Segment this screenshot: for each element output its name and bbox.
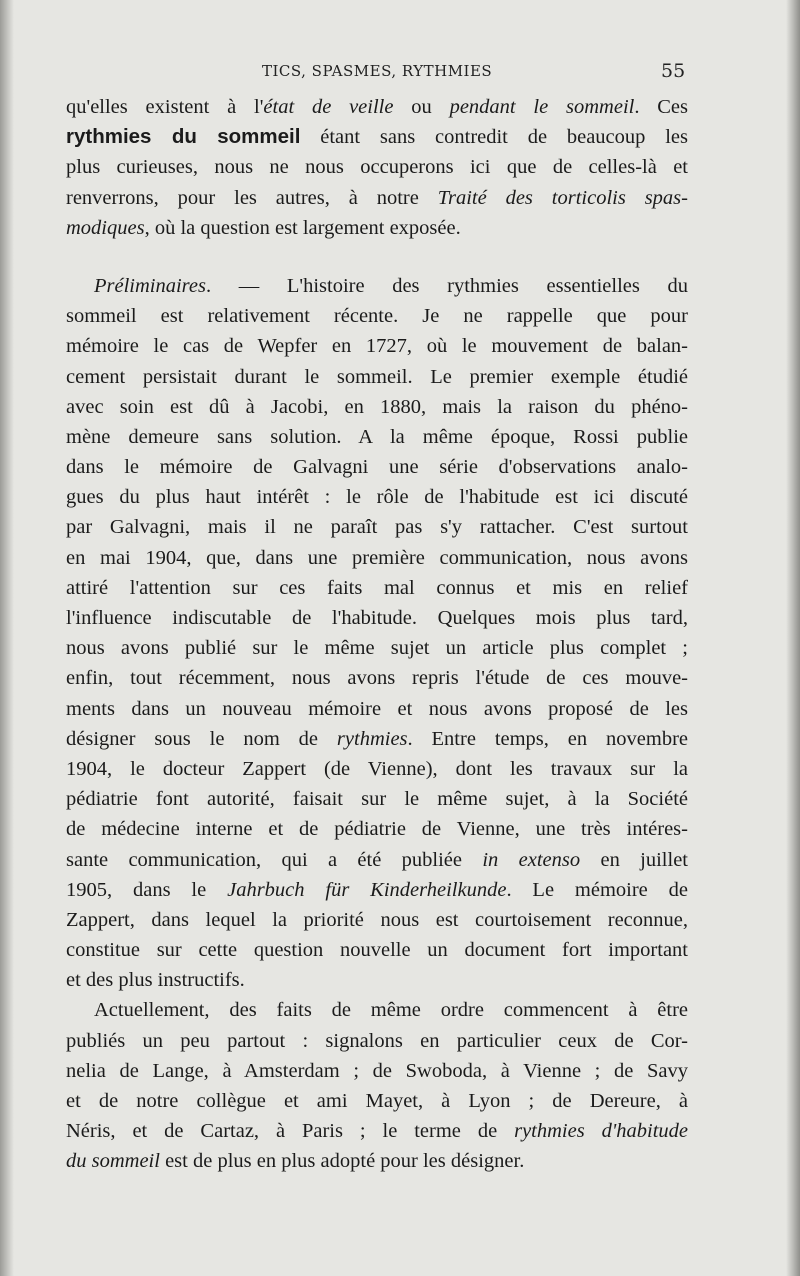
text-line	[66, 392, 688, 422]
text-line	[66, 213, 688, 243]
page-gutter-shadow	[0, 0, 14, 1276]
text-line	[66, 452, 688, 482]
text-run: sante communication, qui a été publiée	[66, 848, 483, 871]
text-run: 1905, dans le	[66, 878, 228, 901]
text-run: est de plus en plus adopté pour les désigner.	[159, 1150, 525, 1173]
text-line	[66, 92, 688, 122]
text-line	[66, 1056, 688, 1086]
paragraph-3	[66, 995, 688, 1176]
text-run: de médecine interne et de pédiatrie de Vienne, une très intéres-	[66, 818, 688, 841]
text-line	[66, 301, 688, 331]
text-line	[66, 724, 688, 754]
italic-text: rythmies d'habitude	[514, 1120, 688, 1143]
text-line	[66, 995, 688, 1025]
text-line	[66, 754, 688, 784]
text-line	[66, 603, 688, 633]
running-head: TICS, SPASMES, RYTHMIES	[262, 62, 493, 80]
text-line	[66, 543, 688, 573]
text-run: . Entre temps, en novembre	[407, 727, 688, 750]
text-run: désigner sous le nom de	[66, 727, 337, 750]
text-line	[66, 573, 688, 603]
page-number: 55	[661, 60, 686, 82]
italic-text: Traité des torticolis spas-	[437, 186, 688, 209]
text-line	[66, 845, 688, 875]
text-run: en mai 1904, que, dans une première communication, nous avons	[66, 546, 688, 569]
text-run: enfin, tout récemment, nous avons repris l'étude de ces mouve-	[66, 667, 688, 690]
text-run: Néris, et de Cartaz, à Paris ; le terme de	[66, 1120, 515, 1143]
paragraph-2	[66, 271, 688, 996]
text-run: mémoire le cas de Wepfer en 1727, où le mouvement de balan-	[66, 335, 688, 358]
paragraph-gap	[66, 243, 688, 271]
paragraph-1	[66, 92, 688, 243]
italic-text: pendant le sommeil	[449, 96, 635, 118]
text-line	[66, 512, 688, 542]
text-run: dans le mémoire de Galvagni une série d'observations analo-	[66, 456, 688, 479]
bold-text: rythmies du sommeil	[66, 125, 301, 149]
text-line	[66, 663, 688, 693]
italic-text: état de veille	[263, 96, 394, 118]
text-run: par Galvagni, mais il ne paraît pas s'y rattacher. C'est surtout	[66, 516, 688, 539]
text-line	[66, 784, 688, 814]
text-line	[66, 152, 688, 182]
text-run: Actuellement, des faits de même ordre commencent à être	[94, 999, 688, 1022]
text-run: qu'elles existent à l'	[66, 96, 264, 118]
text-line	[66, 1026, 688, 1056]
text-line	[66, 122, 688, 152]
text-run: renverrons, pour les autres, à notre	[66, 186, 438, 209]
text-run: nelia de Lange, à Amsterdam ; de Swoboda, à Vienne ; de Savy	[66, 1059, 688, 1082]
text-run: ou	[393, 96, 450, 118]
text-run: constitue sur cette question nouvelle un document fort important	[66, 939, 688, 962]
text-run: . Ces	[634, 96, 689, 118]
text-run: gues du plus haut intérêt : le rôle de l'habitude est ici discuté	[66, 486, 688, 509]
italic-text: Préliminaires	[94, 274, 206, 297]
text-line	[66, 482, 688, 512]
text-run: mène demeure sans solution. A la même époque, Rossi publie	[66, 425, 688, 448]
text-line	[66, 1146, 688, 1176]
text-line	[66, 965, 688, 995]
text-line	[66, 362, 688, 392]
text-run: , où la question est largement exposée.	[144, 216, 461, 239]
text-line	[66, 875, 688, 905]
text-run: . — L'histoire des rythmies essentielles du	[205, 274, 688, 297]
italic-text: modiques	[66, 216, 145, 239]
italic-text: rythmies	[336, 727, 408, 750]
text-run: et de notre collègue et ami Mayet, à Lyon ; de Dereure, à	[66, 1090, 688, 1112]
text-run: étant sans contredit de beaucoup les	[300, 126, 688, 149]
text-line	[66, 633, 688, 663]
text-line	[66, 331, 688, 361]
text-line	[66, 694, 688, 724]
text-run: ments dans un nouveau mémoire et nous avons proposé de les	[66, 697, 688, 720]
text-run: plus curieuses, nous ne nous occuperons ici que de celles-là et	[66, 156, 688, 179]
text-run: pédiatrie font autorité, faisait sur le même sujet, à la Société	[66, 788, 688, 811]
text-line	[66, 1086, 688, 1116]
text-line	[66, 422, 688, 452]
text-run: avec soin est dû à Jacobi, en 1880, mais la raison du phéno-	[66, 395, 688, 418]
text-run: publiés un peu partout : signalons en particulier ceux de Cor-	[66, 1029, 688, 1052]
text-run: attiré l'attention sur ces faits mal connus et mis en relief	[66, 576, 688, 599]
text-run: et des plus instructifs.	[66, 969, 245, 992]
italic-text: Jahrbuch für Kinderheilkunde	[227, 878, 507, 901]
italic-text: in extenso	[482, 848, 581, 871]
text-run: cement persistait durant le sommeil. Le premier exemple étudié	[66, 365, 688, 388]
text-line	[66, 271, 688, 301]
text-run: l'influence indiscutable de l'habitude. Quelques mois plus tard,	[66, 607, 688, 629]
italic-text: du sommeil	[66, 1150, 160, 1173]
text-run: Zappert, dans lequel la priorité nous est courtoisement reconnue,	[66, 908, 688, 931]
text-run: sommeil est relativement récente. Je ne rappelle que pour	[66, 305, 688, 328]
text-run: nous avons publié sur le même sujet un article plus complet ;	[66, 637, 688, 660]
text-line	[66, 905, 688, 935]
text-line	[66, 935, 688, 965]
text-line	[66, 814, 688, 844]
text-run: . Le mémoire de	[506, 878, 688, 901]
text-run: 1904, le docteur Zappert (de Vienne), dont les travaux sur la	[66, 757, 688, 780]
body-text	[66, 92, 688, 1177]
text-run: en juillet	[580, 848, 688, 871]
text-line	[66, 1116, 688, 1146]
page-edge-shadow	[786, 0, 800, 1276]
text-line	[66, 183, 688, 213]
